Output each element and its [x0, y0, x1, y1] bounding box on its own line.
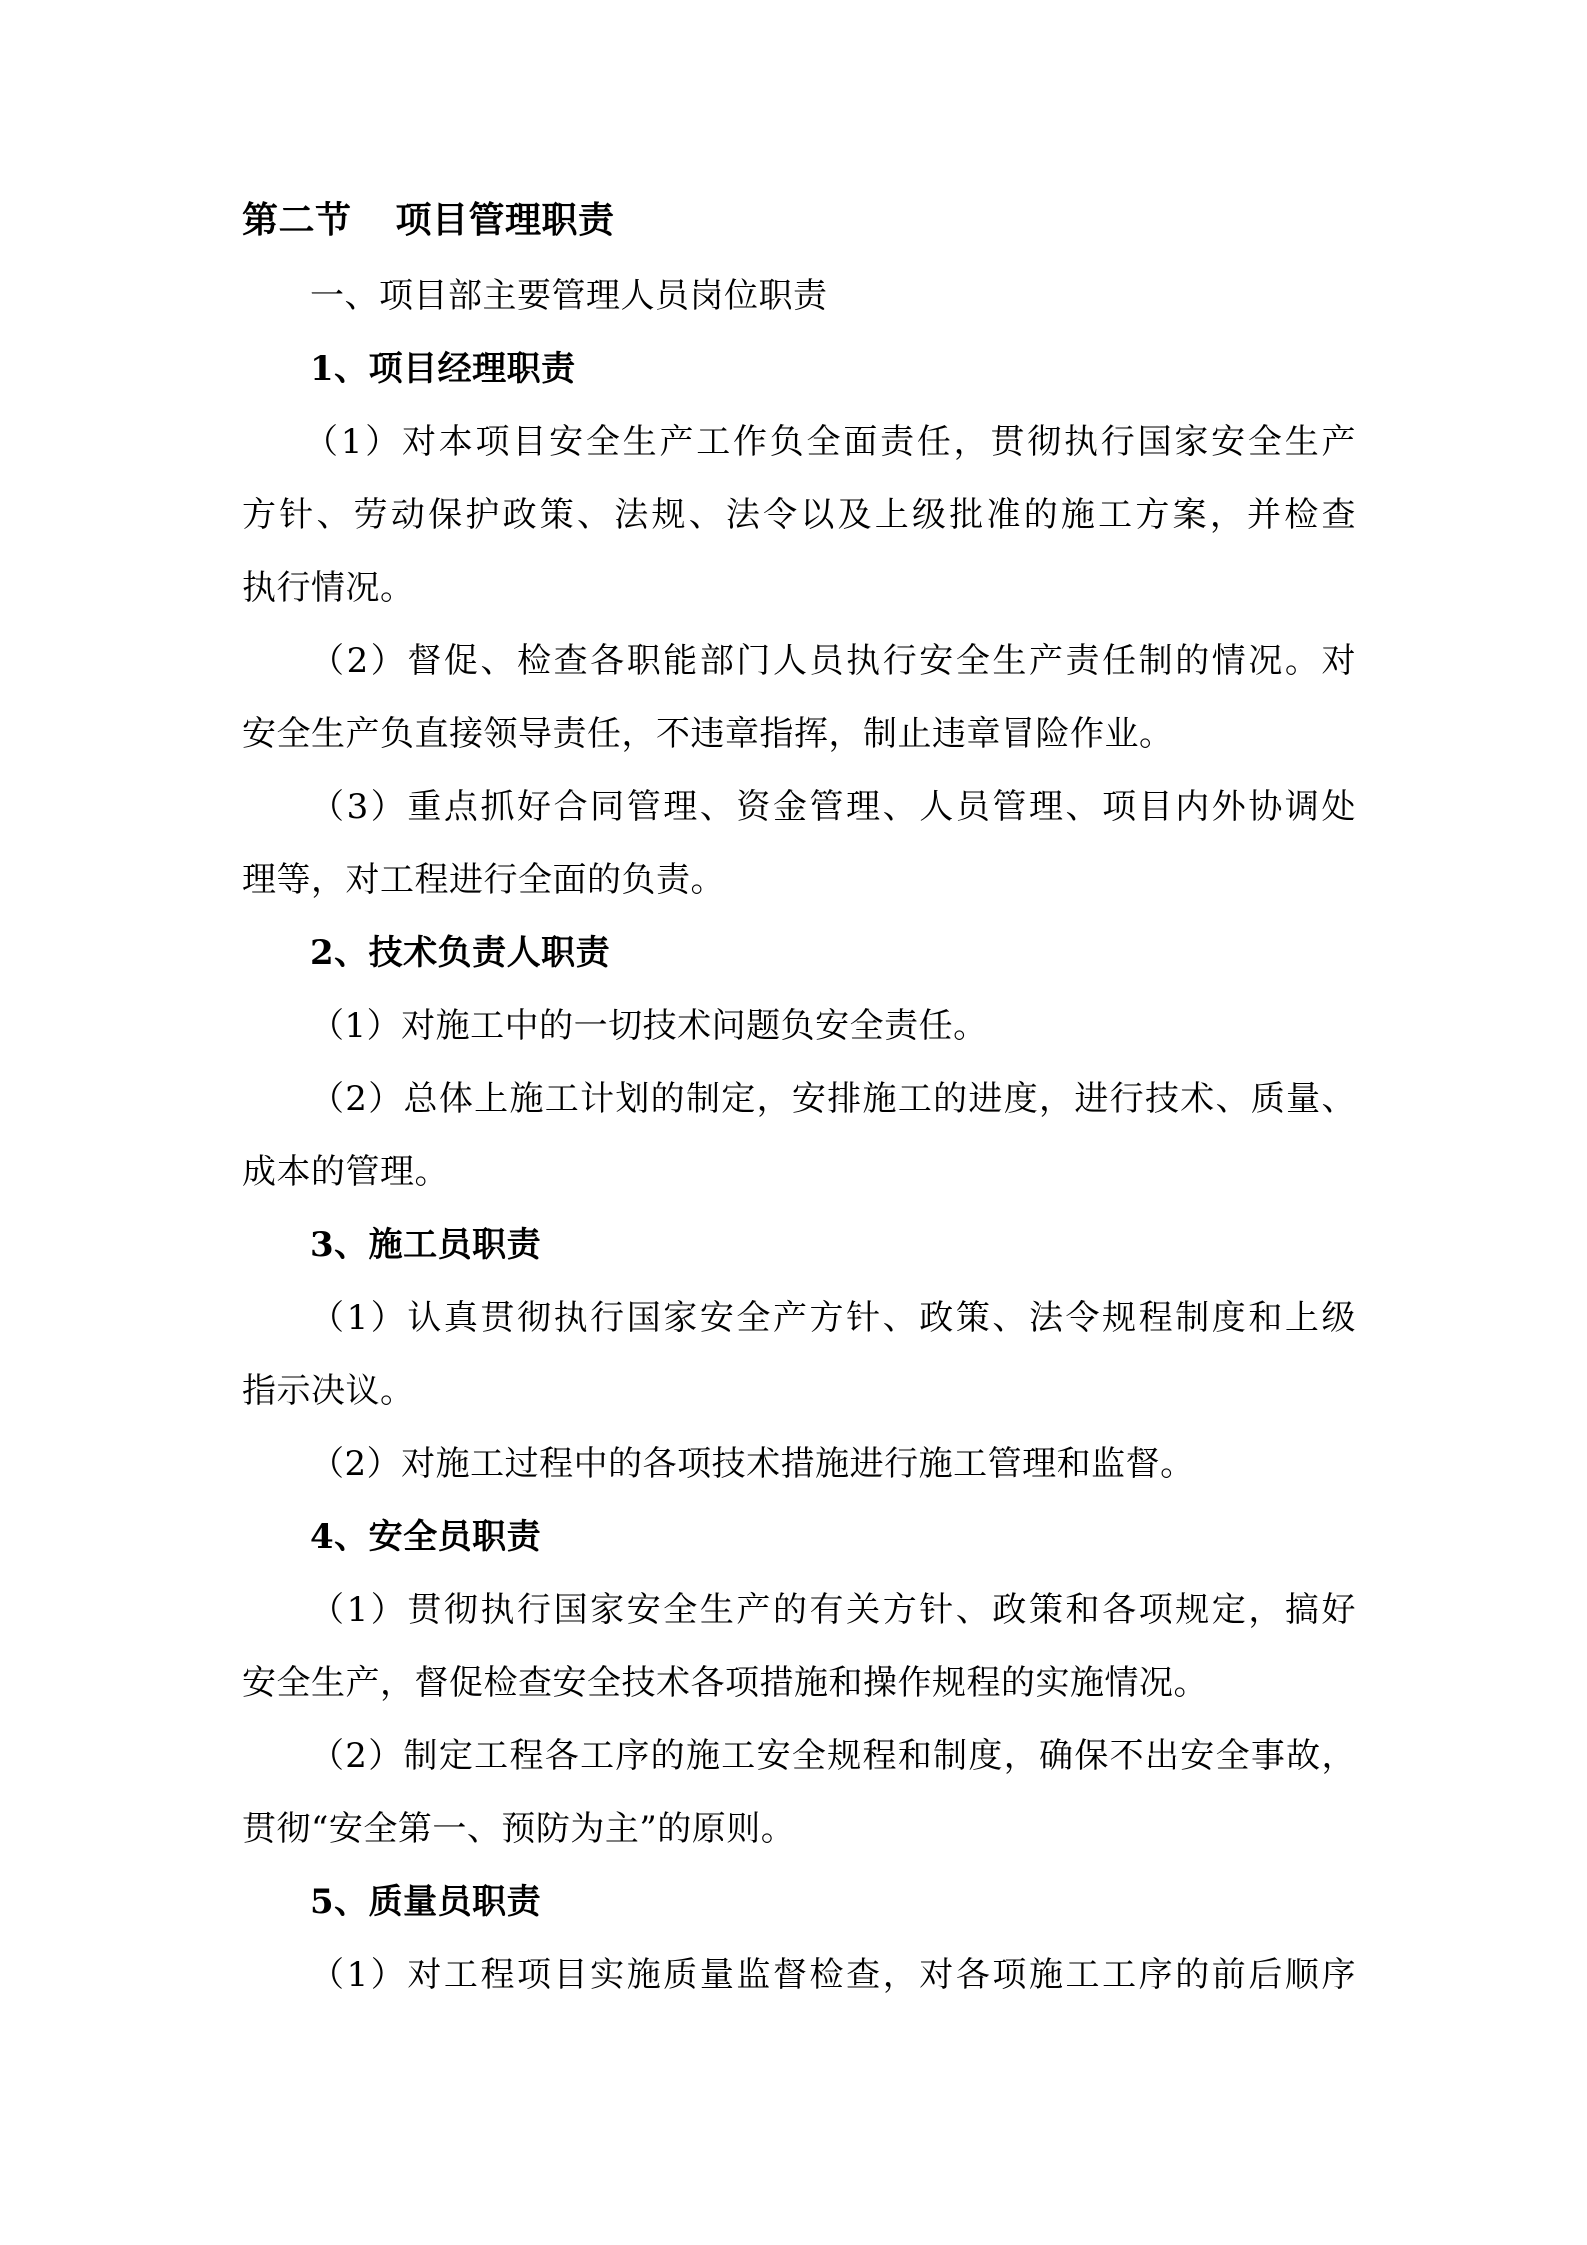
paragraph-line: 方针、劳动保护政策、法规、法令以及上级批准的施工方案，并检查: [242, 495, 1356, 535]
document-body: [242, 180, 1356, 2012]
paragraph-line: 指示决议。: [242, 1371, 415, 1411]
paragraph-line: 理等，对工程进行全面的负责。: [242, 860, 725, 900]
paragraph-line: （2）制定工程各工序的施工安全规程和制度，确保不出安全事故，: [310, 1736, 1356, 1776]
paragraph-line: 执行情况。: [242, 568, 415, 608]
paragraph-line: （2）对施工过程中的各项技术措施进行施工管理和监督。: [310, 1444, 1195, 1484]
paragraph-line: （3）重点抓好合同管理、资金管理、人员管理、项目内外协调处: [310, 787, 1356, 827]
section-heading: [242, 180, 1356, 260]
role-heading-technical-lead: 2、技术负责人职责: [310, 933, 611, 973]
paragraph-line: （1）对工程项目实施质量监督检查，对各项施工工序的前后顺序: [310, 1955, 1356, 1995]
section-number: 第二节: [242, 199, 352, 241]
paragraph-line: （2）督促、检查各职能部门人员执行安全生产责任制的情况。对: [310, 641, 1356, 681]
paragraph-line: （1）认真贯彻执行国家安全产方针、政策、法令规程制度和上级: [310, 1298, 1356, 1338]
role-heading-construction-officer: 3、施工员职责: [310, 1225, 542, 1265]
role-heading-project-manager: 1、项目经理职责: [310, 349, 576, 389]
paragraph-line: （2）总体上施工计划的制定，安排施工的进度，进行技术、质量、: [310, 1079, 1356, 1119]
paragraph-line: 贯彻“安全第一、预防为主”的原则。: [242, 1809, 796, 1849]
paragraph-line: 安全生产，督促检查安全技术各项措施和操作规程的实施情况。: [242, 1663, 1208, 1703]
paragraph-line: 安全生产负直接领导责任，不违章指挥，制止违章冒险作业。: [242, 714, 1174, 754]
role-heading-quality-officer: 5、质量员职责: [310, 1882, 542, 1922]
paragraph-line: 成本的管理。: [242, 1152, 449, 1192]
section-title: 项目管理职责: [395, 199, 615, 241]
paragraph-line: （1）贯彻执行国家安全生产的有关方针、政策和各项规定，搞好: [310, 1590, 1356, 1630]
role-heading-safety-officer: 4、安全员职责: [310, 1517, 542, 1557]
paragraph-line: （1）对施工中的一切技术问题负安全责任。: [310, 1006, 988, 1046]
subsection-heading: 一、项目部主要管理人员岗位职责: [310, 276, 828, 316]
paragraph-line: （1）对本项目安全生产工作负全面责任，贯彻执行国家安全生产: [304, 422, 1356, 462]
